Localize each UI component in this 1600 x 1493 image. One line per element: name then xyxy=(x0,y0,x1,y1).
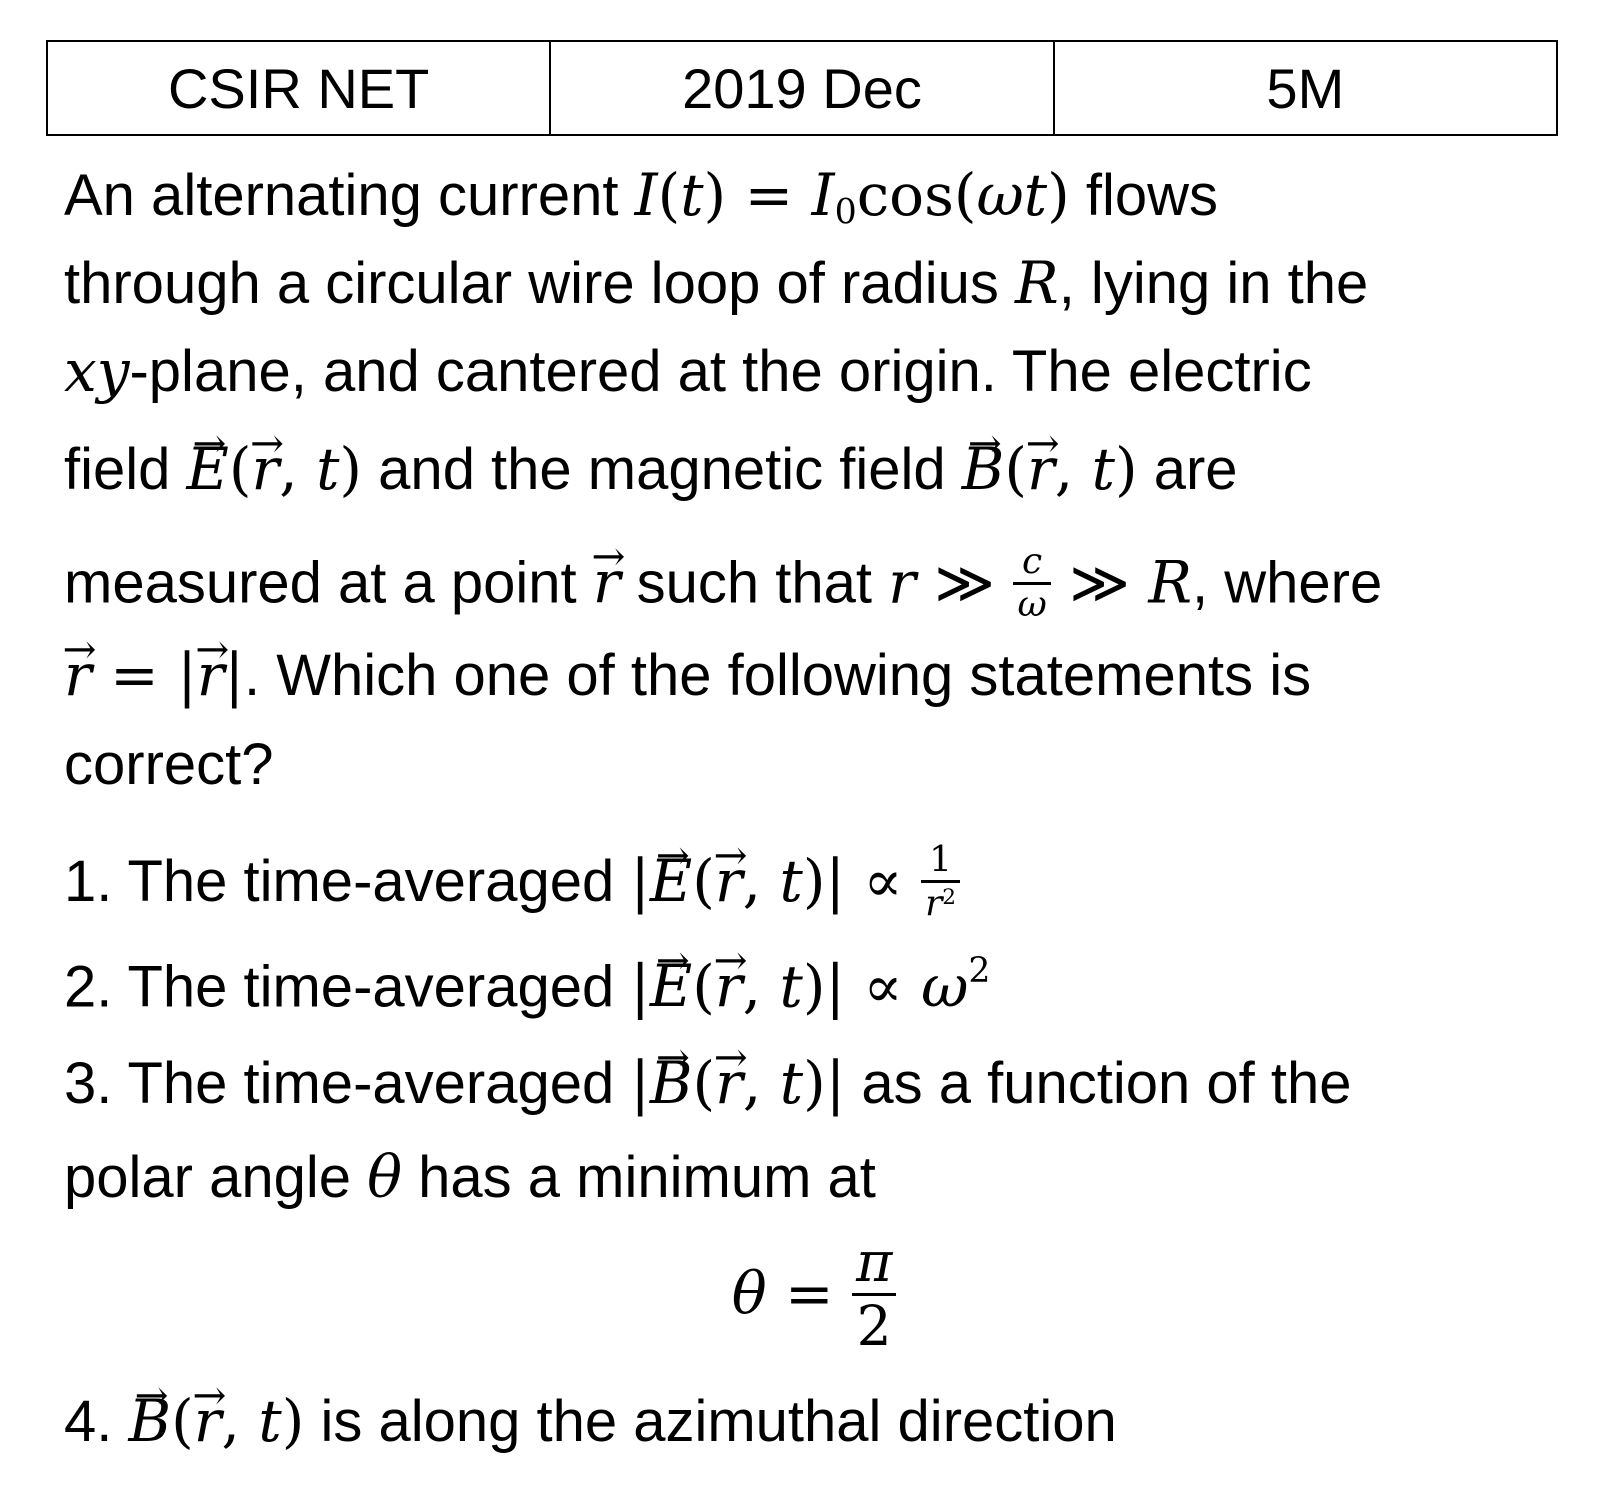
radius-symbol: R xyxy=(1015,249,1059,317)
position-vector-symbol: → r xyxy=(593,553,621,611)
electric-field-symbol: → E xyxy=(187,440,229,498)
pi-over-two-fraction: $\frac{\pi}{2}$ xyxy=(852,1232,896,1356)
marks-cell: 5M xyxy=(1054,41,1557,135)
question-line-4: field → E(→ r, t) and the magnetic field → B(→ r, t) are xyxy=(64,440,1238,499)
magnetic-field-symbol: → B xyxy=(962,440,1005,498)
question-line-2: through a circular wire loop of radius R, lying in the xyxy=(64,249,1369,317)
question-line-6: → r = |→ r|. Which one of the following statements is xyxy=(64,646,1311,705)
current-expression: I xyxy=(634,161,658,229)
xy-symbol: xy xyxy=(64,337,130,405)
option-3: 3. The time-averaged |→ B(→ r, t)| as a function of the xyxy=(64,1054,1352,1113)
question-header-table xyxy=(46,40,1558,136)
question-line-3: xy-plane, and cantered at the origin. The electric xyxy=(64,337,1312,405)
option-4: 4. → B(→ r, t) is along the azimuthal direction xyxy=(64,1392,1117,1451)
option-3-line-2: polar angle θ has a minimum at xyxy=(64,1143,876,1211)
question-line-7: correct? xyxy=(64,732,274,797)
exam-name-cell: CSIR NET xyxy=(47,41,550,135)
theta-equation: θ = $\frac{\pi}{2}$ xyxy=(64,1236,1564,1360)
one-over-r-squared-fraction: $\frac{1}{r^2}$ xyxy=(921,840,960,923)
question-line-5: measured at a point → r such that r ≫ $\frac{c}{\omega}$ ≫ R, where xyxy=(64,546,1382,628)
question-line-1: An alternating current $I(t) = I_0\cos(\omega t)$ flows xyxy=(64,161,1219,233)
c-over-omega-fraction: $\frac{c}{\omega}$ xyxy=(1013,542,1050,624)
option-1: 1. The time-averaged |→ E(→ r, t)| ∝ $\frac{1}{r^2}$ xyxy=(64,844,960,927)
option-2: 2. The time-averaged |→ E(→ r, $t)| \propto \omega^2$ xyxy=(64,954,991,1016)
exam-session-cell: 2019 Dec xyxy=(550,41,1053,135)
